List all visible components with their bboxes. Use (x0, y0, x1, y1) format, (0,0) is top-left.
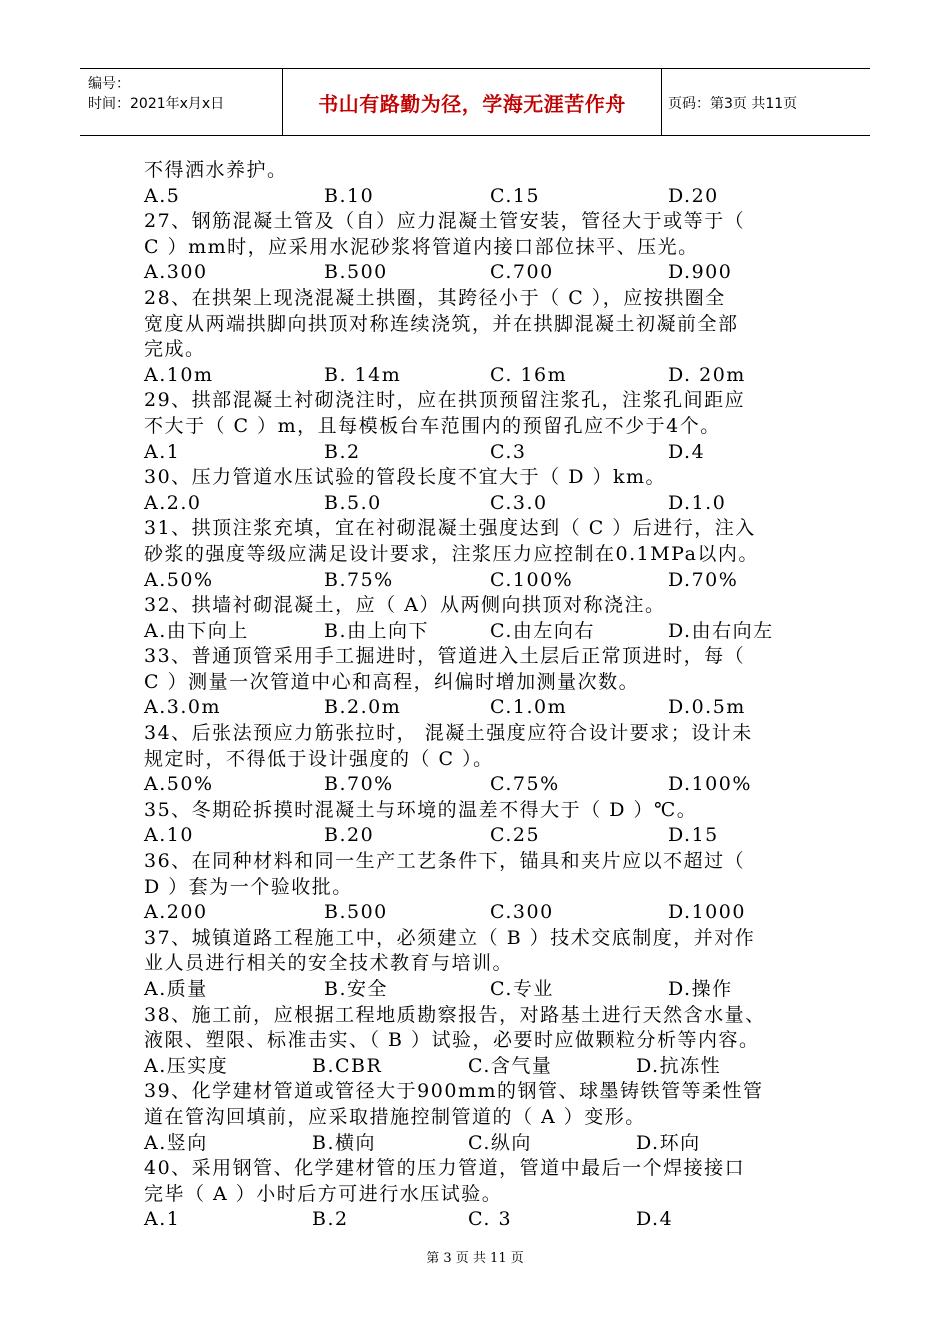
option-a: A.由下向上 (144, 619, 249, 642)
option-a: A.10 (144, 824, 194, 847)
page-header (80, 68, 870, 136)
question-text-line: 业人员进行相关的安全技术教育与培训。 (144, 952, 514, 975)
header-motto: 书山有路勤为径，学海无涯苦作舟 (283, 69, 662, 135)
option-b: B.安全 (324, 978, 389, 1000)
question-text-line: 40、采用钢管、化学建材管的压力管道，管道中最后一个焊接接口 (144, 1157, 746, 1180)
option-b: B.20 (324, 824, 375, 847)
option-c: C.100% (490, 568, 574, 591)
option-a: A.200 (144, 901, 208, 924)
option-a: A.3.0m (144, 696, 221, 719)
answer-options (144, 568, 814, 594)
answer-options (144, 772, 814, 798)
question-text-line: 完毕（ A ）小时后方可进行水压试验。 (144, 1182, 503, 1205)
answer-options (144, 440, 814, 466)
answer-options (144, 977, 814, 1003)
answer-options (144, 260, 814, 286)
option-c: C.300 (490, 901, 554, 924)
option-b: B.由上向下 (324, 619, 430, 642)
question-text-line: 完成。 (144, 338, 206, 361)
answer-options (144, 1207, 814, 1233)
option-a: A.50% (144, 568, 214, 591)
question-text-line: D ）套为一个验收批。 (144, 875, 353, 898)
option-c: C.25 (490, 824, 541, 847)
option-c: C.由左向右 (490, 619, 595, 642)
option-c: C. 16m (490, 363, 568, 386)
question-text-line: 33、普通顶管采用手工掘进时，管道进入土层后正常顶进时，每（ (144, 645, 746, 668)
option-b: B.10 (324, 184, 375, 207)
header-info-cell (80, 69, 283, 135)
option-d: D.由右向左 (668, 619, 774, 642)
question-text-line: 37、城镇道路工程施工中，必须建立（ B ）技术交底制度，并对作 (144, 926, 756, 949)
option-d: D.15 (668, 824, 719, 847)
question-text-line: 30、压力管道水压试验的管段长度不宜大于（ D ）km。 (144, 466, 667, 489)
question-list (144, 158, 814, 1233)
option-c: C.1.0m (490, 696, 568, 719)
question-text-line: 36、在同种材料和同一生产工艺条件下，锚具和夹片应以不超过（ (144, 850, 746, 873)
answer-options (144, 184, 814, 210)
option-d: D.4 (668, 440, 706, 463)
answer-options (144, 1131, 814, 1157)
answer-options (144, 823, 814, 849)
answer-options (144, 900, 814, 926)
question-text-line: 道在管沟回填前，应采取措施控制管道的（ A ）变形。 (144, 1105, 646, 1128)
option-d: D.70% (668, 568, 739, 591)
question-text-line: 规定时，不得低于设计强度的（ C ）。 (144, 747, 494, 770)
option-c: C.700 (490, 261, 554, 284)
option-a: A.1 (144, 1208, 181, 1231)
question-text-line: C ）mm时，应采用水泥砂浆将管道内接口部位抹平、压光。 (144, 235, 699, 258)
option-d: D.100% (668, 773, 752, 796)
option-a: A.5 (144, 184, 181, 207)
question-text-line: 液限、塑限、标准击实、（ B ）试验，必要时应做颗粒分析等内容。 (144, 1029, 760, 1052)
option-d: D.操作 (668, 978, 733, 1000)
question-text-line: 35、冬期砼拆摸时混凝土与环境的温差不得大于（ D ）℃。 (144, 798, 698, 821)
option-a: A.压实度 (144, 1054, 229, 1077)
option-a: A.50% (144, 773, 214, 796)
option-d: D.900 (668, 261, 733, 284)
question-text-line: 宽度从两端拱脚向拱顶对称连续浇筑，并在拱脚混凝土初凝前全部 (144, 312, 739, 335)
option-d: D.4 (636, 1208, 674, 1231)
option-b: B. 14m (324, 363, 402, 386)
question-text-line: 不得洒水养护。 (144, 159, 288, 181)
question-text-line: 39、化学建材管道或管径大于900mm的钢管、球墨铸铁管等柔性管 (144, 1080, 764, 1103)
option-b: B.2 (312, 1208, 349, 1231)
option-c: C. 3 (468, 1208, 513, 1231)
option-d: D.抗冻性 (636, 1054, 722, 1077)
question-text-line: 29、拱部混凝土衬砌浇注时，应在拱顶预留注浆孔，注浆孔间距应 (144, 389, 746, 412)
question-text-line: 38、施工前，应根据工程地质勘察报告，对路基土进行天然含水量、 (144, 1003, 766, 1026)
option-a: A.300 (144, 261, 208, 284)
option-d: D.0.5m (668, 696, 746, 719)
option-b: B.横向 (312, 1131, 377, 1154)
option-c: C.3 (490, 440, 527, 463)
question-text-line: 34、后张法预应力筋张拉时， 混凝土强度应符合设计要求；设计未 (144, 722, 753, 745)
option-d: D.1000 (668, 901, 746, 924)
option-d: D.20 (668, 184, 719, 207)
answer-options (144, 363, 814, 389)
option-c: C.75% (490, 773, 560, 796)
document-date-label: 时间：2021年x月x日 (88, 96, 225, 112)
document-number-label: 编号： (88, 76, 130, 92)
option-b: B.2.0m (324, 696, 402, 719)
option-b: B.70% (324, 773, 394, 796)
option-a: A.10m (144, 363, 214, 386)
answer-options (144, 1054, 814, 1080)
answer-options (144, 491, 814, 517)
question-text-line: C ）测量一次管道中心和高程，纠偏时增加测量次数。 (144, 670, 640, 693)
option-c: C.含气量 (468, 1054, 553, 1077)
question-text-line: 砂浆的强度等级应满足设计要求，注浆压力应控制在0.1MPa以内。 (144, 542, 759, 565)
option-b: B.75% (324, 568, 394, 591)
page-footer: 第 3 页 共 11 页 (426, 1251, 524, 1266)
option-a: A.2.0 (144, 491, 202, 514)
answer-options (144, 695, 814, 721)
option-b: B.CBR (312, 1054, 383, 1077)
option-a: A.竖向 (144, 1131, 208, 1154)
question-text-line: 28、在拱架上现浇混凝土拱圈，其跨径小于（ C ），应按拱圈全 (144, 286, 726, 309)
option-a: A.1 (144, 440, 181, 463)
option-c: C.3.0 (490, 491, 548, 514)
option-d: D.1.0 (668, 491, 727, 514)
option-c: C.15 (490, 184, 541, 207)
option-d: D. 20m (668, 363, 746, 386)
question-text-line: 31、拱顶注浆充填，宜在衬砌混凝土强度达到（ C ）后进行，注入 (144, 517, 756, 540)
option-a: A.质量 (144, 978, 208, 1000)
question-text-line: 27、钢筋混凝土管及（自）应力混凝土管安装，管径大于或等于（ (144, 210, 746, 233)
answer-options (144, 619, 814, 645)
option-b: B.2 (324, 440, 361, 463)
option-b: B.500 (324, 261, 388, 284)
option-c: C.专业 (490, 978, 554, 1000)
option-c: C.纵向 (468, 1131, 532, 1154)
question-text-line: 32、拱墙衬砌混凝土，应（ A）从两侧向拱顶对称浇注。 (144, 594, 666, 617)
header-page-indicator: 页码：第3页 共11页 (668, 96, 798, 112)
question-text-line: 不大于（ C ）m，且每模板台车范围内的预留孔应不少于4个。 (144, 414, 721, 437)
option-b: B.5.0 (324, 491, 382, 514)
option-b: B.500 (324, 901, 388, 924)
option-d: D.环向 (636, 1131, 701, 1154)
